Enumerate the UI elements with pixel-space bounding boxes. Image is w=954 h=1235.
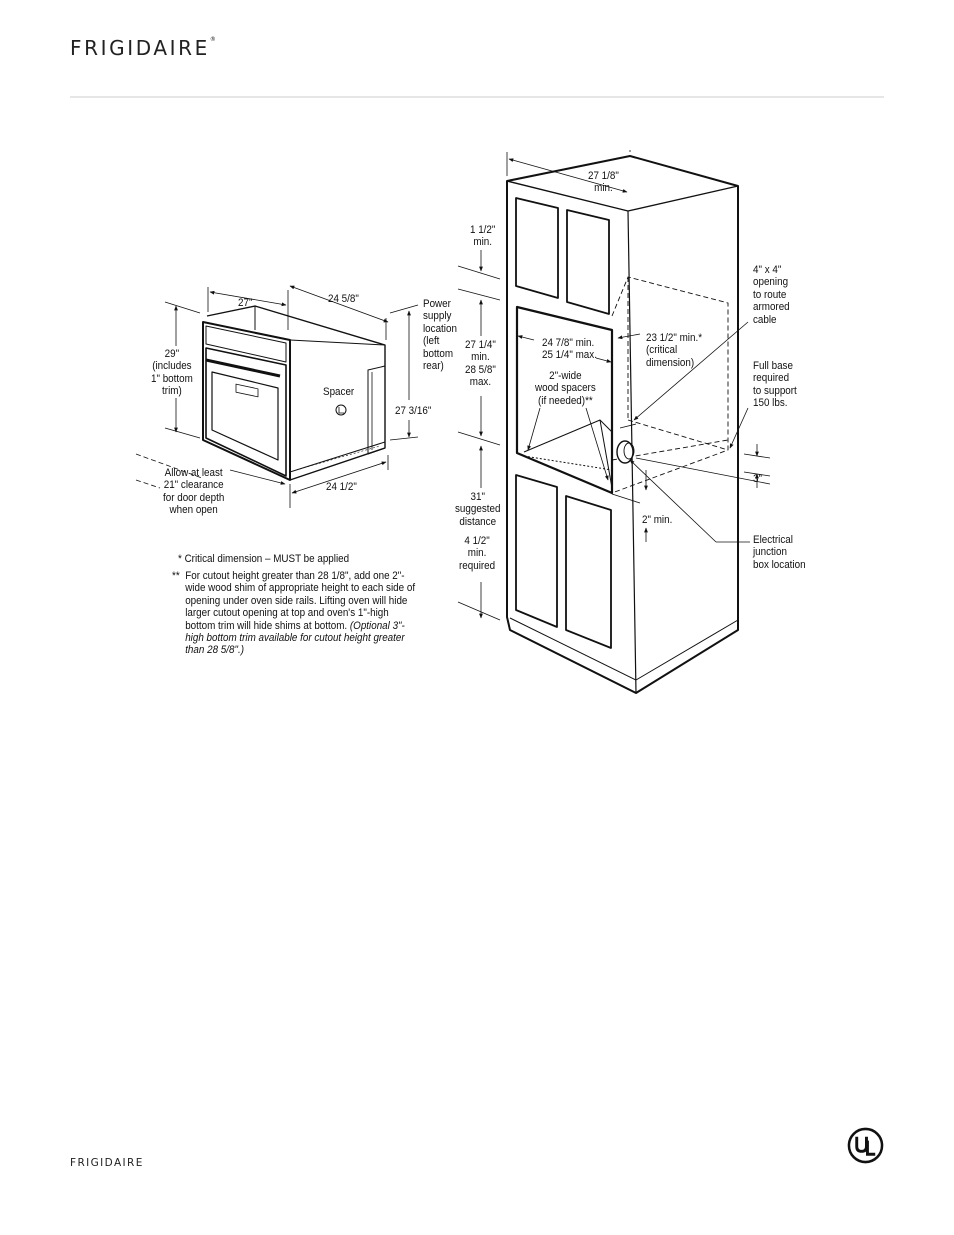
- footnote-italic-text: (Optional 3"-high bottom trim available for cutout height greater than 28 5/8".): [185, 619, 405, 657]
- oven-height-label: 29" (includes 1" bottom trim): [151, 348, 193, 398]
- cutout-height-label: 27 1/4" min. 28 5/8" max.: [465, 339, 496, 389]
- cable-opening-label: 4" x 4" opening to route armored cable: [753, 264, 790, 326]
- critical-text: Critical dimension – MUST be applied: [184, 553, 350, 565]
- bottom-gap-label: 2" min.: [642, 514, 673, 526]
- critical-mark: *: [178, 553, 182, 565]
- oven-side-height-label: 27 3/16": [395, 405, 432, 417]
- footnote-mark: **: [172, 570, 180, 582]
- brand-logo-bottom: FRIGIDAIRE: [70, 1157, 144, 1169]
- spacer-label: Spacer: [323, 386, 355, 398]
- footnote: [172, 570, 418, 657]
- oven-bottom-depth-label: 24 1/2": [326, 481, 357, 493]
- wood-spacers-label: 2"-wide wood spacers (if needed)**: [535, 370, 596, 407]
- footnote-text: For cutout height greater than 28 1/8", add one 2"-wide wood shim of appropriate height to each side of opening under oven side rails. Lifting oven will hide larger cutout opening at top and oven's 1"-high bottom trim will hide shims at bottom.: [185, 570, 416, 632]
- cutout-width-label: 24 7/8" min. 25 1/4" max.: [542, 337, 597, 362]
- suggested-distance-label: 31" suggested distance: [455, 491, 501, 528]
- base-height-label: 3": [753, 473, 762, 485]
- ul-listed-icon: [847, 1127, 884, 1164]
- required-gap-label: 4 1/2" min. required: [459, 535, 496, 572]
- cabinet-depth-label: 23 1/2" min.* (critical dimension): [646, 332, 703, 369]
- top-gap-label: 1 1/2" min.: [470, 224, 496, 249]
- cabinet-width-label: 27 1/8" min.: [588, 170, 619, 195]
- oven-width-label: 27": [238, 297, 253, 309]
- brand-text: FRIGIDAIRE: [70, 36, 210, 60]
- cabinet: [507, 156, 738, 693]
- power-supply-label: Power supply location (left bottom rear): [423, 298, 457, 373]
- junction-box-label: Electrical junction box location: [753, 534, 806, 571]
- door-clearance-label: Allow at least 21" clearance for door depth when open: [163, 467, 225, 517]
- wall-oven: [203, 306, 385, 480]
- critical-note: [178, 553, 349, 565]
- oven-depth-label: 24 5/8": [328, 293, 359, 305]
- brand-logo-top: FRIGIDAIRE®: [70, 36, 216, 60]
- full-base-label: Full base required to support 150 lbs.: [753, 360, 797, 410]
